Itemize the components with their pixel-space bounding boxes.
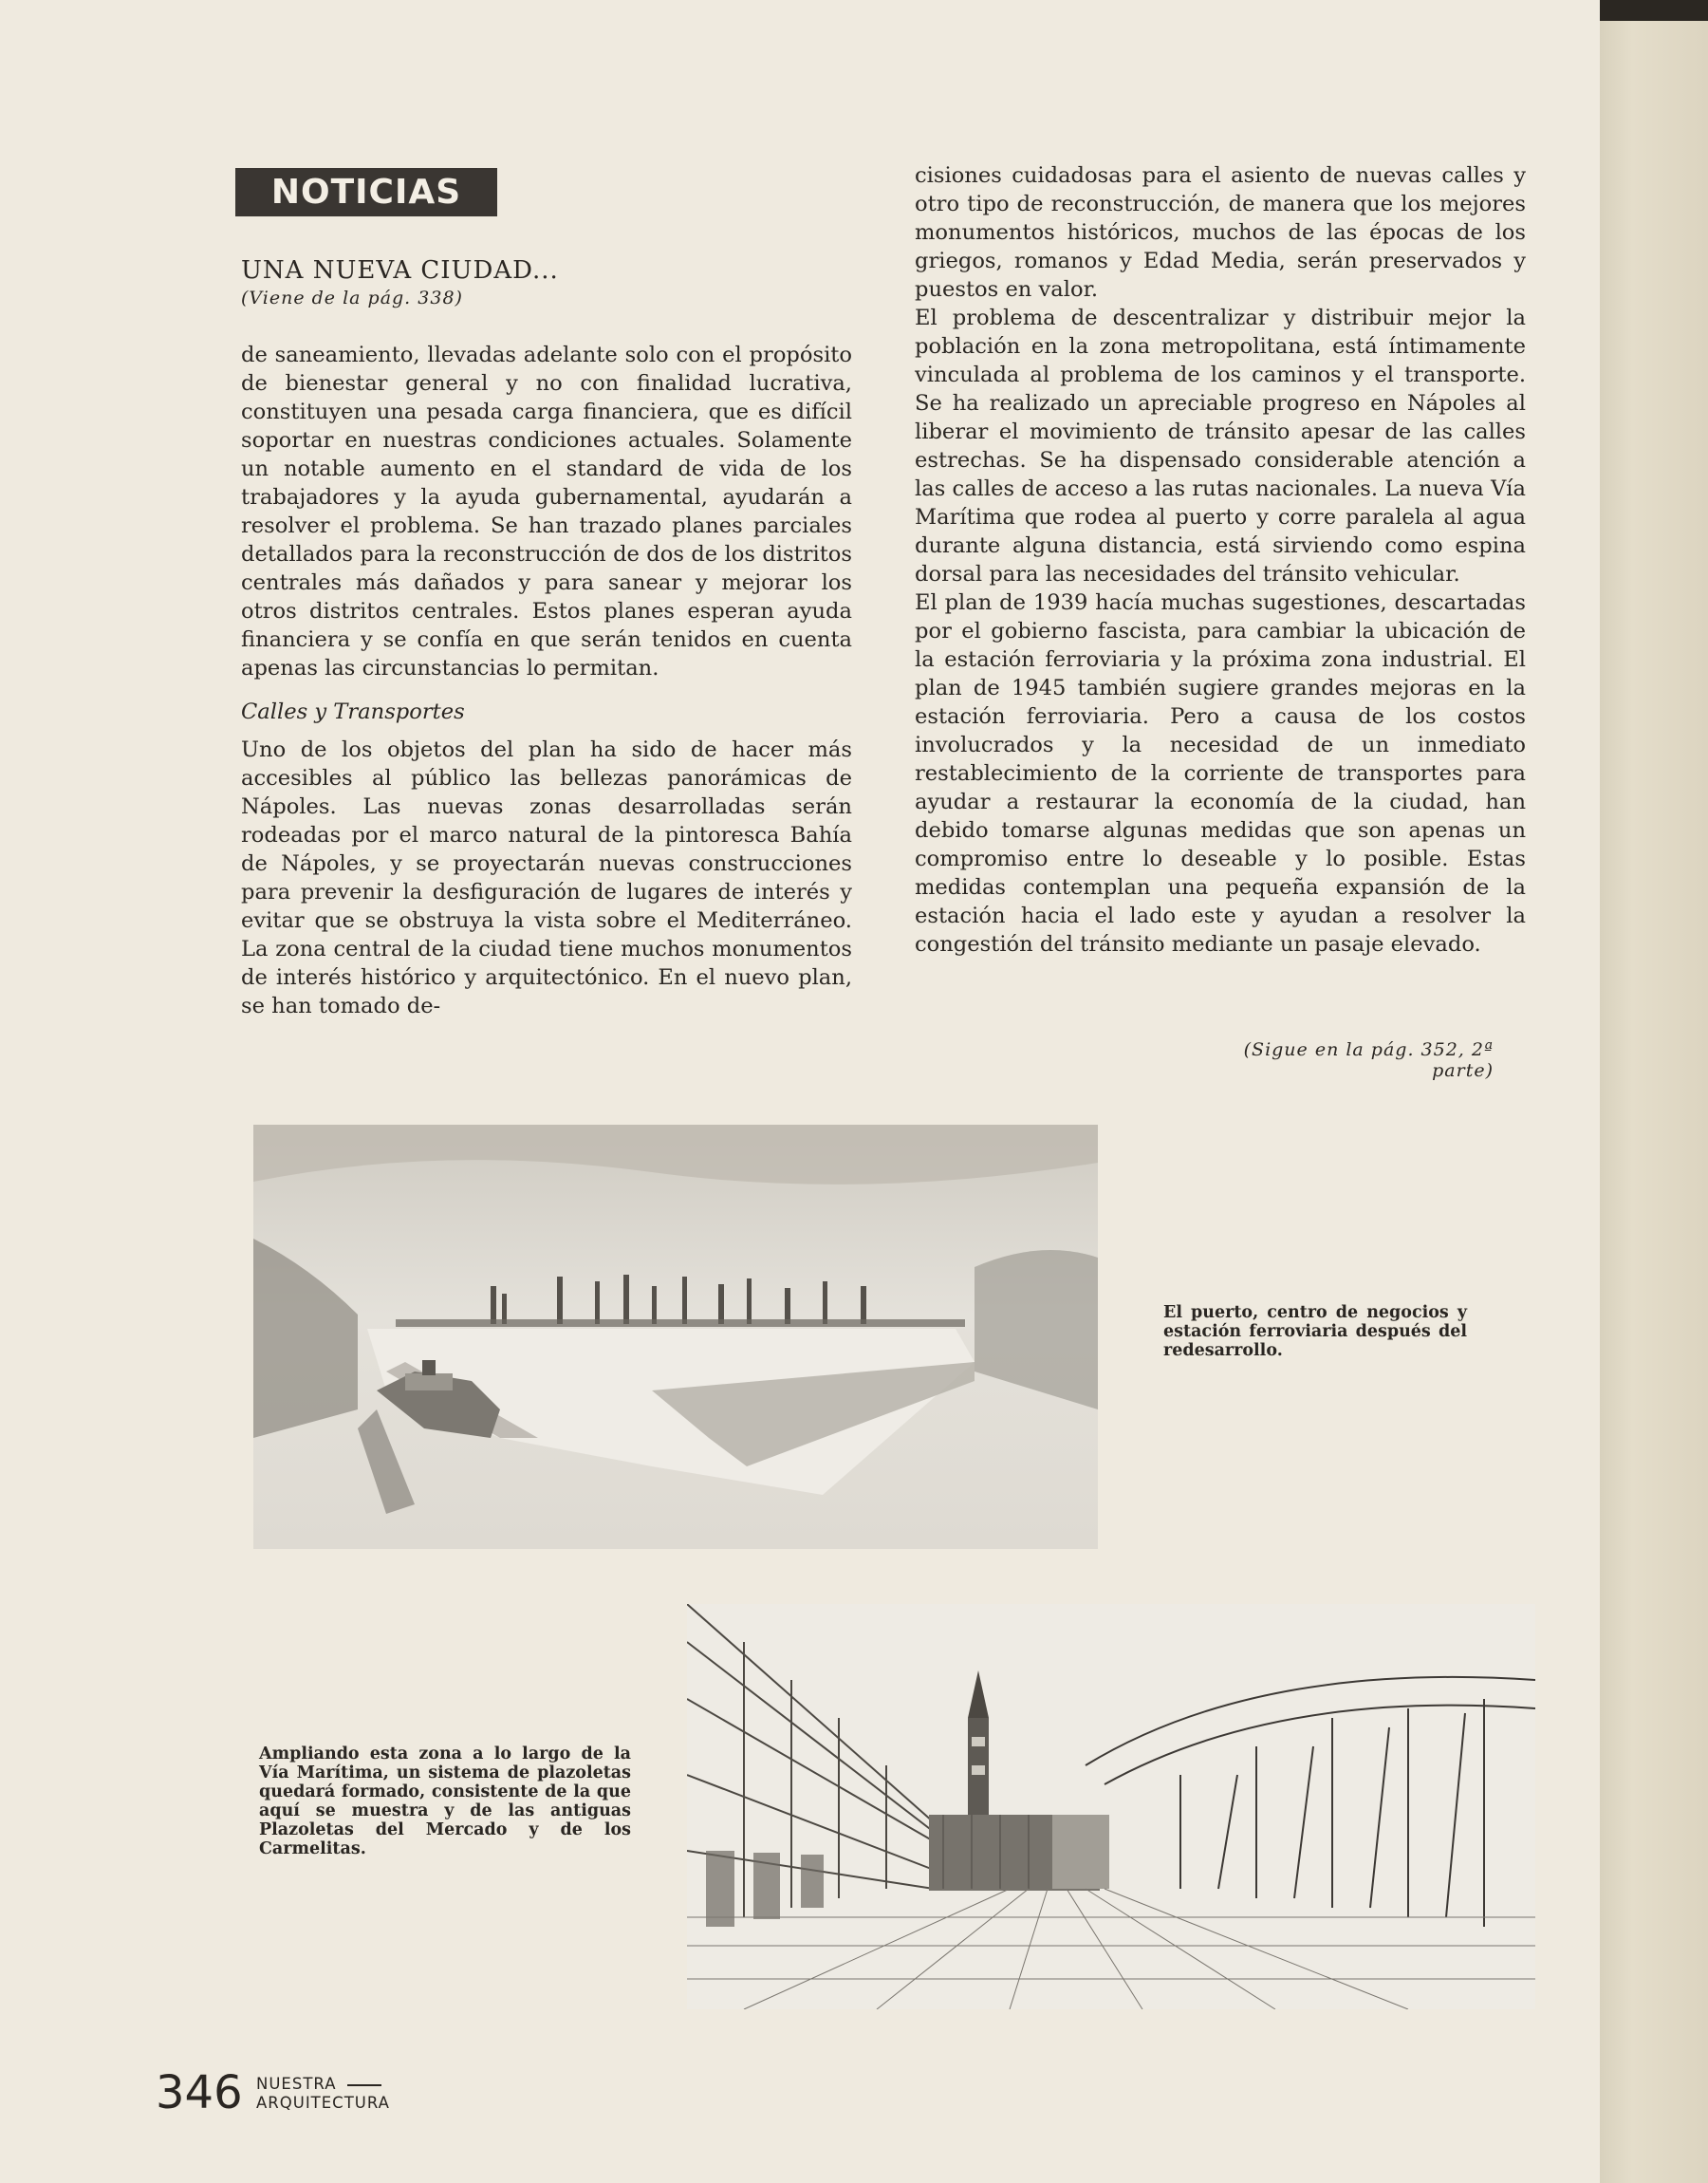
figure-caption: El puerto, centro de negocios y estación ferroviaria después del redesarrollo. (1163, 1303, 1467, 1360)
paragraph: El problema de descentralizar y distribuir mejor la población en la zona metropolitana, está íntimamente vinculada al problema de los caminos y el transporte. Se ha realizado un apreciable progreso en Nápoles al liberar el movimiento de tránsito apesar de las calles estrechas. Se ha dispensado considerable atención a las calles de acceso a las rutas nacionales. La nueva Vía Marítima que rodea al puerto y corre paralela al agua durante alguna distancia, está sirviendo como espina dorsal para las necesidades del tránsito vehicular. (915, 306, 1526, 587)
divider (347, 2084, 381, 2086)
magazine-line-1: NUESTRA (256, 2075, 337, 2093)
left-column (241, 341, 852, 1020)
magazine-name (256, 2075, 390, 2113)
paragraph: El plan de 1939 hacía muchas sugestiones, descartadas por el gobierno fascista, para cambiar la ubicación de la estación ferroviaria y la próxima zona industrial. El plan de 1945 también sugiere grandes mejoras en la estación ferroviaria. Pero a causa de los costos involucrados y la necesidad de un inmediato restablecimiento de la corriente de transportes para ayudar a restaurar la economía de la ciudad, han debido tomarse algunas medidas que son apenas un compromiso entre lo deseable y lo posible. Estas medidas contemplan una pequeña expansión de la estación hacia el lado este y ayudan a resolver la congestión del tránsito mediante un pasaje elevado. (915, 590, 1526, 957)
continued-from-note: (Viene de la pág. 338) (241, 288, 463, 308)
binding-shadow (1600, 0, 1708, 21)
continued-note: (Sigue en la pág. 352, 2ª parte) (1243, 1039, 1494, 1081)
right-column (915, 161, 1526, 959)
page-edge (1600, 0, 1708, 2183)
article-title: UNA NUEVA CIUDAD... (241, 256, 559, 285)
paragraph: cisiones cuidadosas para el asiento de nuevas calles y otro tipo de reconstrucción, de manera que los mejores monumentos históricos, muchos de las épocas de los griegos, romanos y Edad Media, serán preservados y puestos en valor. (915, 163, 1526, 302)
harbor-photo (253, 1125, 1098, 1549)
harbor-sketch (253, 1125, 1098, 1549)
subheading: Calles y Transportes (241, 700, 465, 724)
magazine-line-2: ARQUITECTURA (256, 2094, 390, 2112)
section-header: NOTICIAS (235, 168, 497, 216)
figure-caption: Ampliando esta zona a lo largo de la Vía Marítima, un sistema de plazoletas quedará formado, consistente de la que aquí se muestra y de las antiguas Plazoletas del Mercado y de los Carmelitas. (259, 1745, 631, 1858)
page-number: 346 (156, 2066, 243, 2119)
plaza-photo (687, 1604, 1535, 2009)
plaza-sketch (687, 1604, 1535, 2009)
paragraph: Uno de los objetos del plan ha sido de hacer más accesibles al público las bellezas panorámicas de Nápoles. Las nuevas zonas desarrolladas serán rodeadas por el marco natural de la pintoresca Bahía de Nápoles, y se proyectarán nuevas construcciones para prevenir la desfiguración de lugares de interés y evitar que se obstruya la vista sobre el Mediterráneo. La zona central de la ciudad tiene muchos monumentos de interés histórico y arquitectónico. En el nuevo plan, se han tomado de- (241, 737, 852, 1018)
paragraph: de saneamiento, llevadas adelante solo con el propósito de bienestar general y no con finalidad lucrativa, constituyen una pesada carga financiera, que es difícil soportar en nuestras condiciones actuales. Solamente un notable aumento en el standard de vida de los trabajadores y la ayuda gubernamental, ayudarán a resolver el problema. Se han trazado planes parciales detallados para la reconstrucción de dos de los distritos centrales más dañados y para sanear y mejorar los otros distritos centrales. Estos planes esperan ayuda financiera y se confía en que serán tenidos en cuenta apenas las circunstancias lo permitan. (241, 343, 852, 681)
